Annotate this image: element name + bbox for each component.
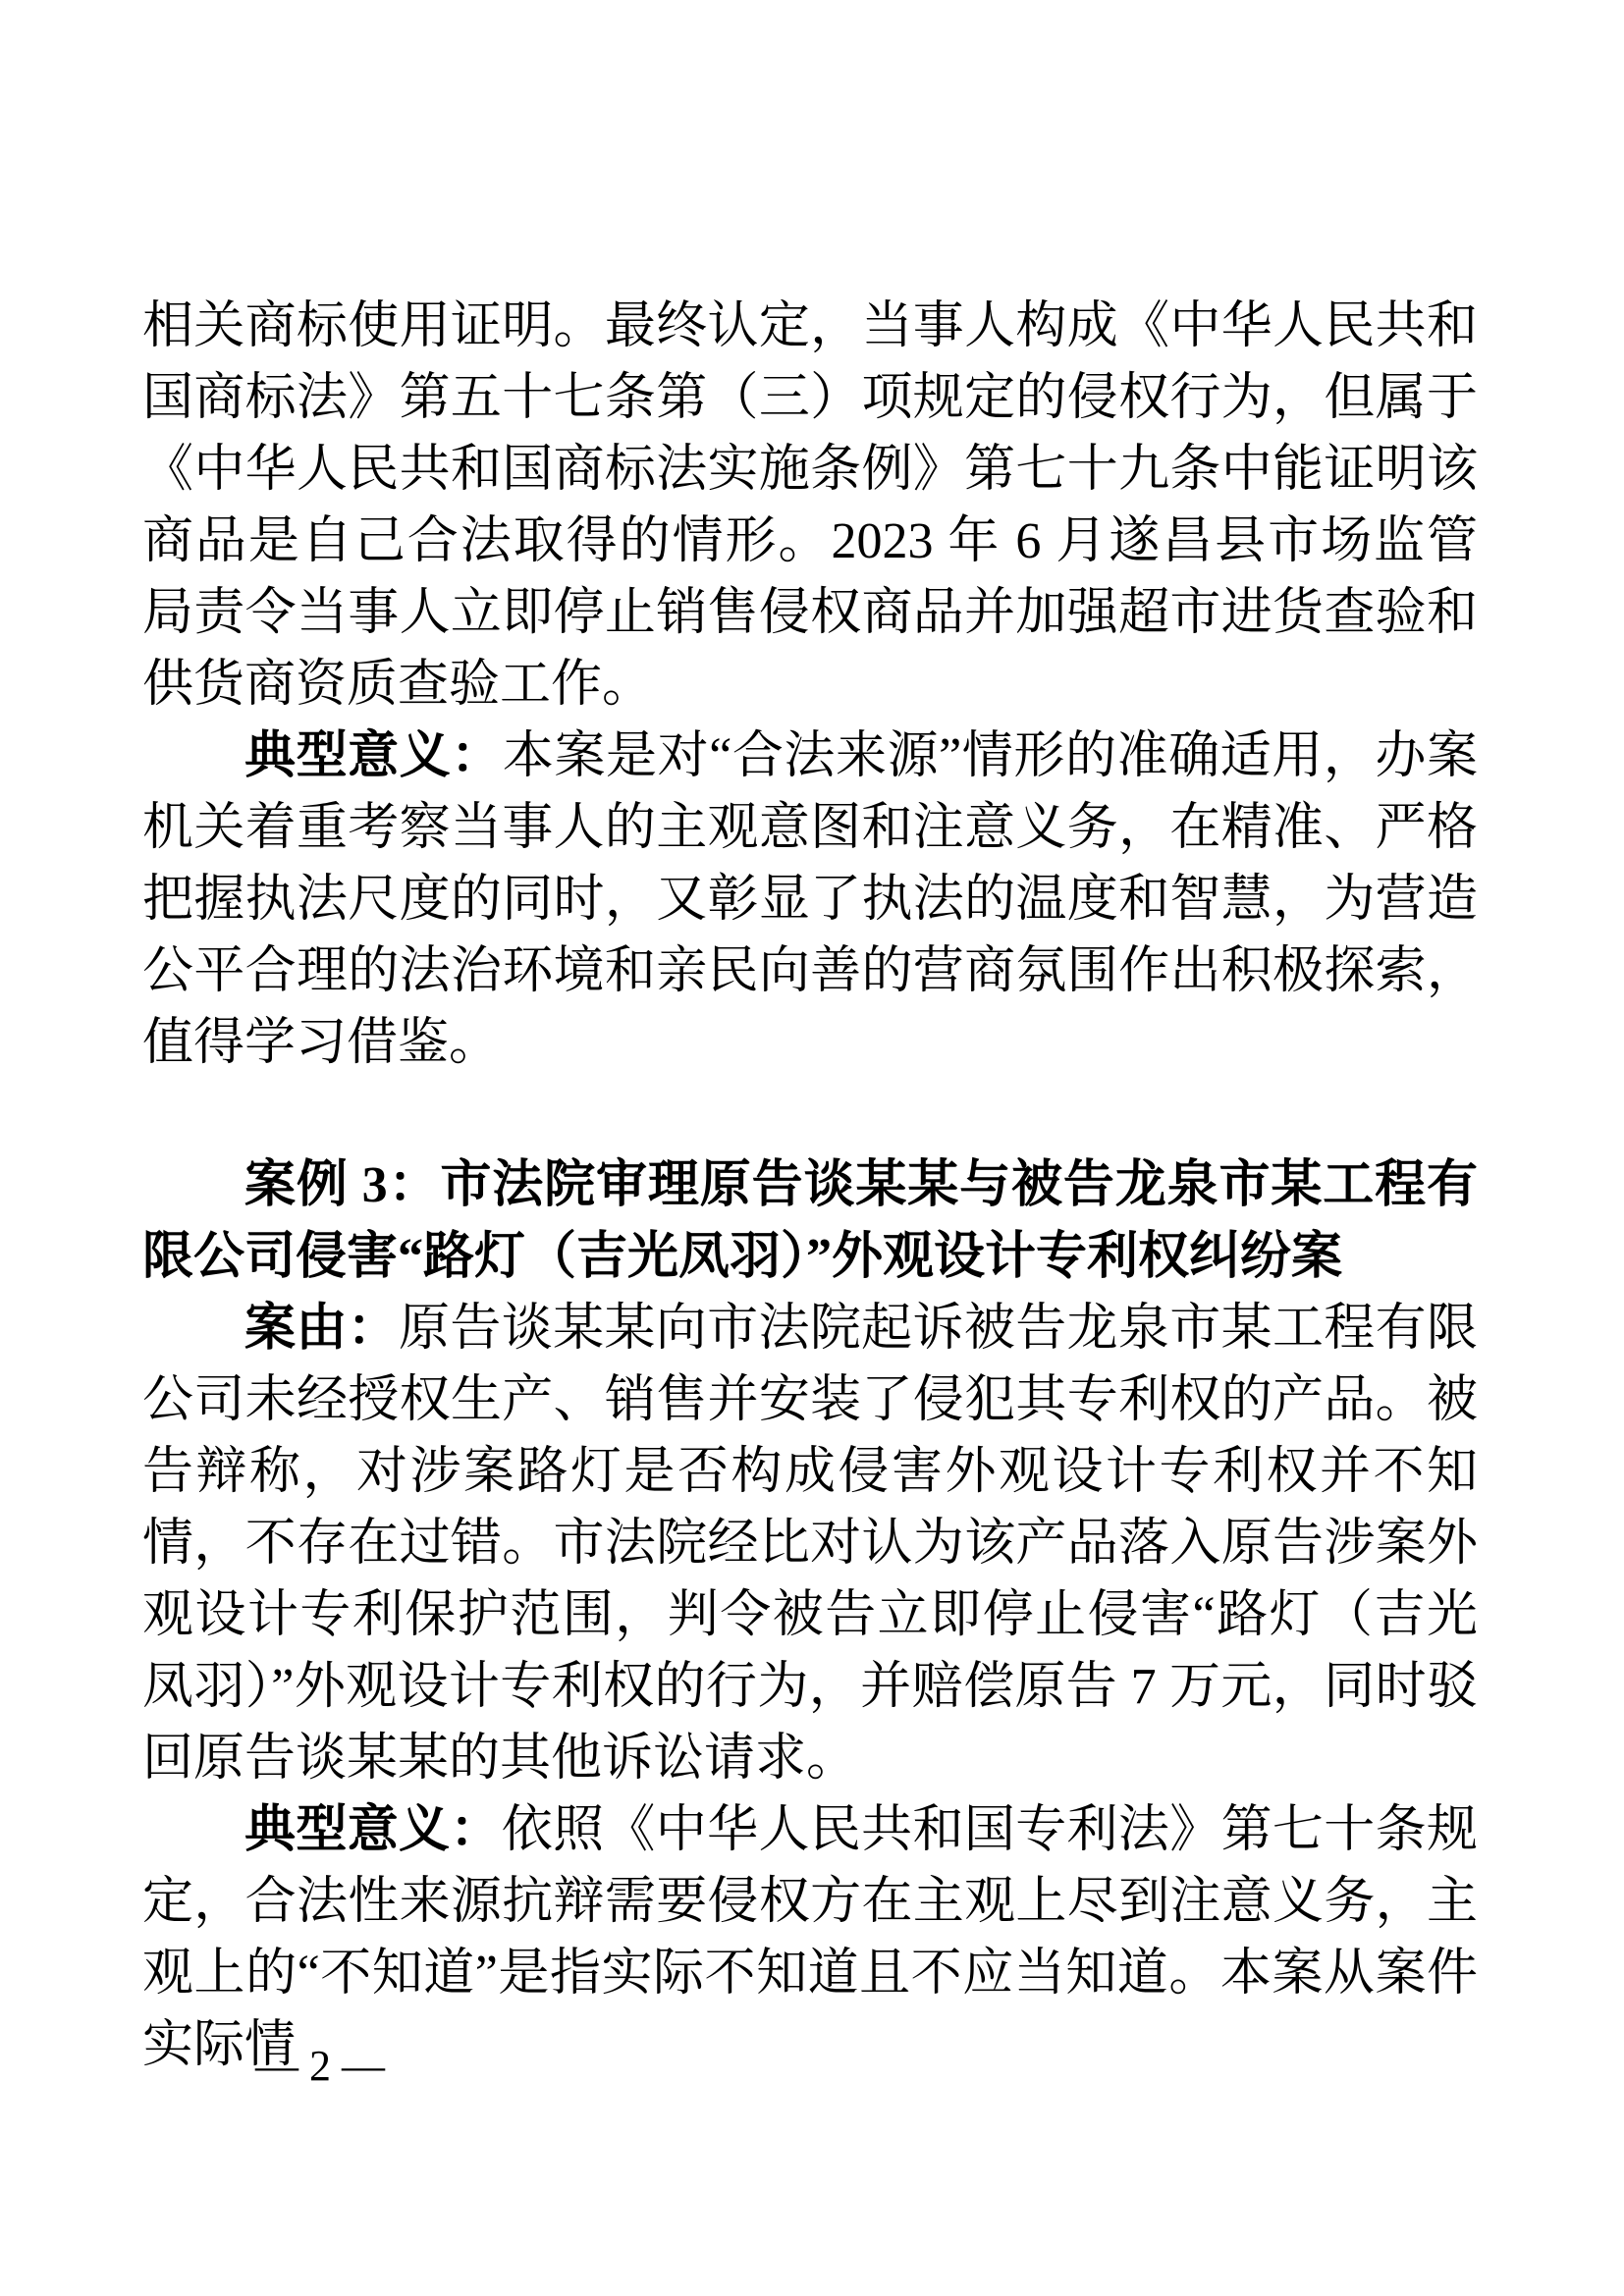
label-cause-of-action: 案由：	[244, 1301, 400, 1357]
label-typical-significance-case2: 典型意义：	[244, 728, 503, 784]
document-body	[142, 291, 1478, 2081]
paragraph-case3-cause	[142, 1293, 1478, 1794]
case3-heading: 案例 3：市法院审理原告谈某某与被告龙泉市某工程有限公司侵害“路灯（吉光凤羽）”外观设计专利权纠纷案	[142, 1157, 1478, 1285]
paragraph-case3-significance-text: 依照《中华人民共和国专利法》第七十条规定，合法性来源抗辩需要侵权方在主观上尽到注意义务，主观上的“不知道”是指实际不知道且不应当知道。本案从案件实际情	[142, 1802, 1478, 2073]
label-typical-significance-case3: 典型意义：	[244, 1802, 502, 1858]
paragraph-case2-facts-continued: 相关商标使用证明。最终认定，当事人构成《中华人民共和国商标法》第五十七条第（三）项规定的侵权行为，但属于《中华人民共和国商标法实施条例》第七十九条中能证明该商品是自己合法取得的情形。2023 年 6 月遂昌县市场监管局责令当事人立即停止销售侵权商品并加强超市进货查验和供货商资质查验工作。	[142, 298, 1478, 713]
paragraph-case2-significance-text: 本案是对“合法来源”情形的准确适用，办案机关着重考察当事人的主观意图和注意义务，在精准、严格把握执法尺度的同时，又彰显了执法的温度和智慧，为营造公平合理的法治环境和亲民向善的营商氛围作出积极探索，值得学习借鉴。	[142, 728, 1478, 1071]
paragraph-case3-cause-text: 原告谈某某向市法院起诉被告龙泉市某工程有限公司未经授权生产、销售并安装了侵犯其专利权的产品。被告辩称，对涉案路灯是否构成侵害外观设计专利权并不知情，不存在过错。市法院经比对认为该产品落入原告涉案外观设计专利保护范围，判令被告立即停止侵害“路灯（吉光凤羽）”外观设计专利权的行为，并赔偿原告 7 万元，同时驳回原告谈某某的其他诉讼请求。	[142, 1301, 1478, 1787]
paragraph-case2-significance	[142, 721, 1478, 1079]
page-number: — 2 —	[255, 2042, 385, 2090]
paragraph-case3-significance	[142, 1794, 1478, 2081]
